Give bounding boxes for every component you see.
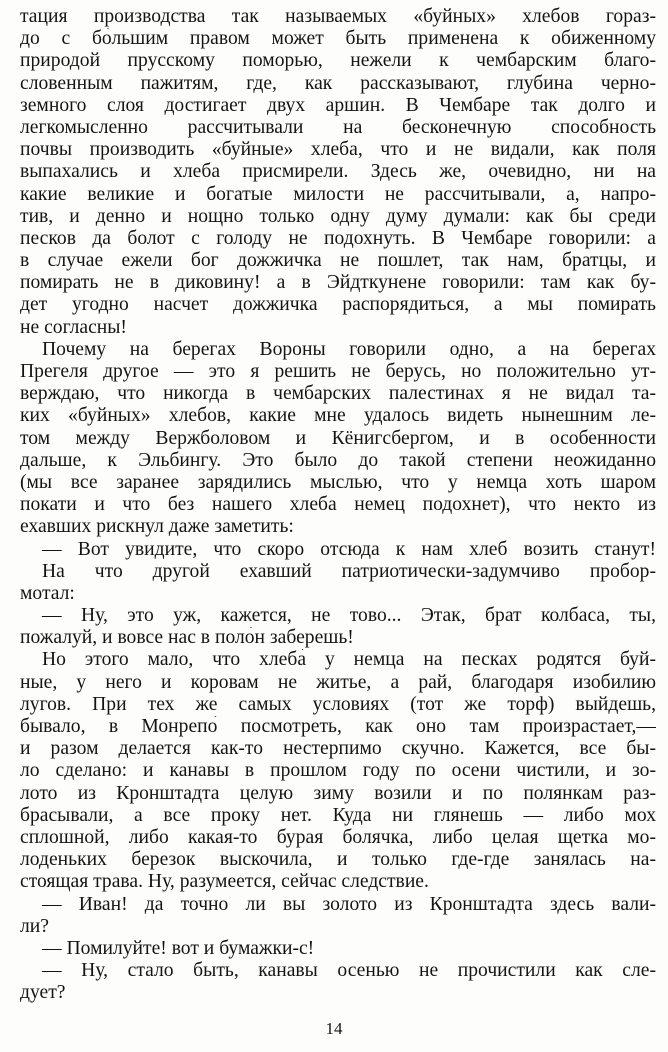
text-line: природой прусскому поморью, нежели к чембарским благо-	[20, 50, 656, 72]
text-line: Прегеля другое — это я решить не берусь, но положительно ут-	[20, 361, 656, 382]
text-line: дальше, к Эльбингу. Это было до такой степени неожиданно	[20, 449, 656, 471]
text-line: до с бо́льшим правом может быть применена к обиженному	[20, 28, 656, 50]
text-line: не согласны!	[20, 316, 127, 338]
text-line: том между Вержболовом и Кёнигсбергом, и в особенности	[20, 427, 656, 449]
text-line: брасывали, а все проку нет. Куда ни глянешь — либо мох	[20, 804, 656, 826]
text-line: Почему на берегах Вороны говорили одно, а на берегах	[42, 338, 656, 360]
text-line: Но этого мало, что хлеба́ у немца на песках родятся буй-	[42, 649, 656, 671]
text-line: пожалуй, и вовсе нас в поло́н заберешь!	[20, 627, 354, 649]
text-line: мотал:	[20, 582, 75, 604]
text-line: дет угодно насчет дожжичка распорядиться, а мы помирать	[20, 294, 656, 316]
text-line: тив, и денно и нощно только одну думу думали: как бы среди	[20, 205, 656, 227]
body-text	[20, 6, 656, 1004]
text-line: земного слоя достигает двух аршин. В Чембаре так долго и	[20, 94, 656, 116]
text-line: лугов. При тех же самых условиях (тот же торф) выйдешь,	[20, 693, 656, 715]
text-line: — Иван! да точно ли вы золото из Кронштадта здесь вали-	[42, 893, 656, 915]
text-line: — Вот увидите, что скоро отсюда к нам хлеб возить станут!	[42, 538, 656, 560]
text-line: ехавших рискнул даже заметить:	[20, 516, 294, 538]
text-line: дует?	[20, 982, 66, 1004]
text-line: помирать не в диковину! а в Эйдткунене говорили: там как бу-	[20, 272, 656, 294]
text-line: легкомысленно рассчитывали на бесконечную способность	[20, 116, 656, 138]
text-line: и разом делается как-то нестерпимо скучно. Кажется, все бы-	[20, 738, 656, 760]
text-line: песков да болот с голоду не подохнуть. В Чембаре говорили: а	[20, 227, 656, 249]
text-line: в случае ежели бог дожжичка не пошлет, так нам, братцы, и	[20, 250, 656, 272]
text-line: сплошной, либо какая-то бурая болячка, либо целая щетка мо-	[20, 826, 656, 848]
text-line: — Ну, стало быть, канавы осенью не прочистили как сле-	[42, 960, 656, 982]
text-line: тация производства так называемых «буйных» хлебов гораз-	[20, 6, 656, 27]
page-number: 14	[325, 1019, 343, 1038]
text-line: — Ну, это уж, кажется, не тово... Этак, брат колбаса, ты,	[42, 605, 656, 627]
text-line: стоящая трава. Ну, разумеется, сейчас следствие.	[20, 871, 429, 893]
text-line: какие великие и богатые милости не рассчитывали, а, напро-	[20, 183, 656, 205]
text-line: лоденьких березок выскочила, и только где-где занялась на-	[20, 849, 656, 871]
text-line: На что другой ехавший патриотически-задумчиво пробор-	[42, 560, 656, 582]
text-line: (мы все заранее зарядились мыслью, что у немца хоть шаром	[20, 471, 656, 493]
text-line: словенным пажитям, где, как рассказывают, глубина черно-	[20, 72, 656, 94]
text-line: бывало, в Монрепо̀ посмотреть, как оно там произрастает,—	[20, 716, 656, 737]
text-line: покати и что без нашего хлеба немец подохнет), что некто из	[20, 494, 656, 516]
text-line: ли?	[20, 915, 49, 937]
text-line: — Помилуйте! вот и бумажки-с!	[42, 937, 315, 959]
text-line: лото из Кронштадта целую зиму возили и по полянкам раз-	[20, 782, 656, 804]
text-line: выпахались и хлеба присмирели. Здесь же, очевидно, ни на	[20, 161, 656, 183]
text-line: верждаю, что никогда в чембарских палестинах я не видал та-	[20, 383, 656, 405]
text-line: ные, у него и коровам не житье, а рай, благодаря изобилию	[20, 671, 656, 693]
text-line: почвы производить «буйные» хлеба, что и не видали, как поля	[20, 139, 656, 161]
text-line: ких «буйных» хлебов, какие мне удалось видеть нынешним ле-	[20, 405, 656, 427]
text-line: ло сделано: и канавы в прошлом году по осени чистили, и зо-	[20, 760, 656, 782]
